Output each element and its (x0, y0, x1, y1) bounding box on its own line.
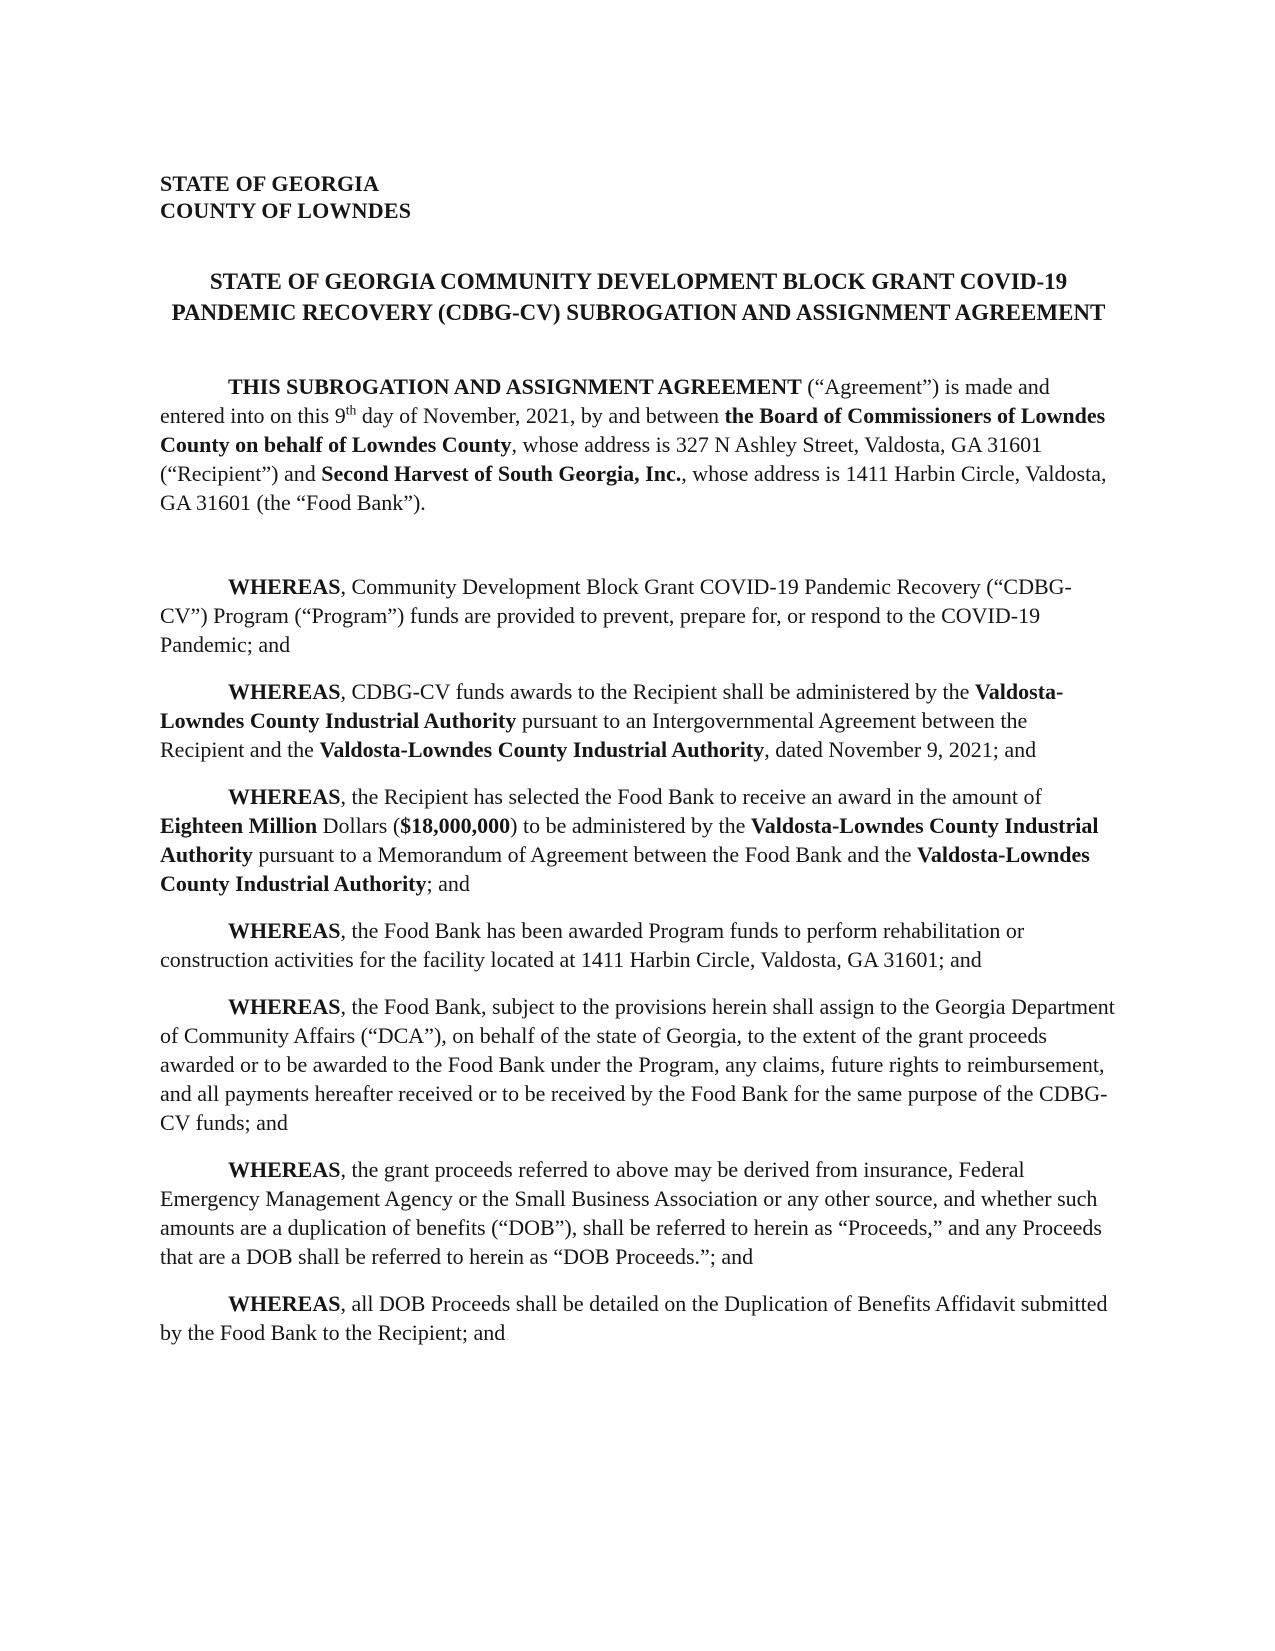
paragraph-recital-2: WHEREAS, CDBG-CV funds awards to the Recipient shall be administered by the Valdosta-Lowndes County Industrial Authority pursuant to an Intergovernmental Agreement between the Recipient and the Valdosta-Lowndes County Industrial Authority, dated November 9, 2021; and (160, 679, 1064, 762)
document-title (160, 266, 1117, 328)
paragraph-recital-6: WHEREAS, the grant proceeds referred to above may be derived from insurance, Federal Emergency Management Agency or the Small Business Association or any other source, and whether such amounts are a duplication of benefits (“DOB”), shall be referred to herein as “Proceeds,” and any Proceeds that are a DOB shall be referred to herein as “DOB Proceeds.”; and (160, 1157, 1102, 1269)
paragraph-recital-1: WHEREAS, Community Development Block Grant COVID-19 Pandemic Recovery (“CDBG-CV”) Program (“Program”) funds are provided to prevent, prepare for, or respond to the COVID-19 Pandemic; and (160, 574, 1072, 657)
paragraph-recital-4: WHEREAS, the Food Bank has been awarded Program funds to perform rehabilitation or construction activities for the facility located at 1411 Harbin Circle, Valdosta, GA 31601; and (160, 918, 1025, 972)
paragraph-recital-3: WHEREAS, the Recipient has selected the Food Bank to receive an award in the amount of Eighteen Million Dollars ($18,000,000) to be administered by the Valdosta-Lowndes County Industrial Authority pursuant to a Memorandum of Agreement between the Food Bank and the Valdosta-Lowndes County Industrial Authority; and (160, 784, 1099, 896)
paragraph-recital-7: WHEREAS, all DOB Proceeds shall be detailed on the Duplication of Benefits Affidavit submitted by the Food Bank to the Recipient; and (160, 1291, 1108, 1345)
paragraph-recital-5: WHEREAS, the Food Bank, subject to the provisions herein shall assign to the Georgia Department of Community Affairs (“DCA”), on behalf of the state of Georgia, to the extent of the grant proceeds awarded or to be awarded to the Food Bank under the Program, any claims, future rights to reimbursement, and all payments hereafter received or to be received by the Food Bank for the same purpose of the CDBG-CV funds; and (160, 994, 1115, 1135)
document-title-line-2: PANDEMIC RECOVERY (CDBG-CV) SUBROGATION AND ASSIGNMENT AGREEMENT (171, 300, 1106, 325)
document-title-line-1: STATE OF GEORGIA COMMUNITY DEVELOPMENT BLOCK GRANT COVID-19 (209, 269, 1068, 294)
paragraph-preamble: THIS SUBROGATION AND ASSIGNMENT AGREEMENT (“Agreement”) is made and entered into on this 9th day of November, 2021, by and between the Board of Commissioners of Lowndes County on behalf of Lowndes County, whose address is 327 N Ashley Street, Valdosta, GA 31601 (“Recipient”) and Second Harvest of South Georgia, Inc., whose address is 1411 Harbin Circle, Valdosta, GA 31601 (the “Food Bank”). (160, 374, 1107, 515)
letterhead (160, 170, 1117, 224)
letterhead-state-line: STATE OF GEORGIA (160, 171, 380, 196)
document-body (160, 372, 1117, 1347)
letterhead-county-line: COUNTY OF LOWNDES (160, 198, 412, 223)
